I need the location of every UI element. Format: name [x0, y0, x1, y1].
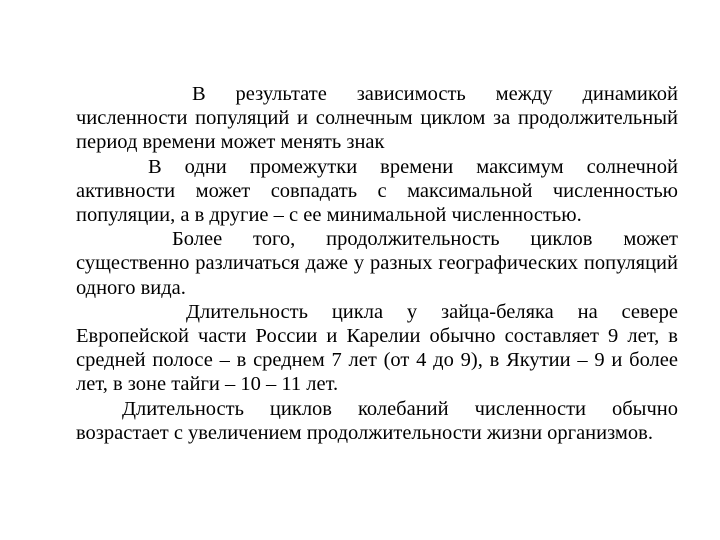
paragraph-solar-activity-coincidence: В одни промежутки времени максимум солнечной активности может совпадать с максимальной численностью популяции, а в другие – с ее минимальной численностью. — [76, 155, 678, 227]
text-block — [76, 82, 678, 445]
paragraph-solar-cycle-dependence: В результате зависимость между динамикой численности популяций и солнечным циклом за продолжительный период времени может менять знак — [76, 83, 678, 154]
paragraph-lifespan-relation: Длительность циклов колебаний численности обычно возрастает с увеличением продолжительности жизни организмов. — [76, 397, 678, 444]
paragraph-cycle-duration-variation: Более того, продолжительность циклов может существенно различаться даже у разных географических популяций одного вида. — [76, 228, 678, 299]
paragraph-hare-cycle-duration: Длительность цикла у зайца-беляка на севере Европейской части России и Карелии обычно составляет 9 лет, в средней полосе – в среднем 7 лет (от 4 до 9), в Якутии – 9 и более лет, в зоне тайги – 10 – 11 лет. — [76, 300, 678, 396]
